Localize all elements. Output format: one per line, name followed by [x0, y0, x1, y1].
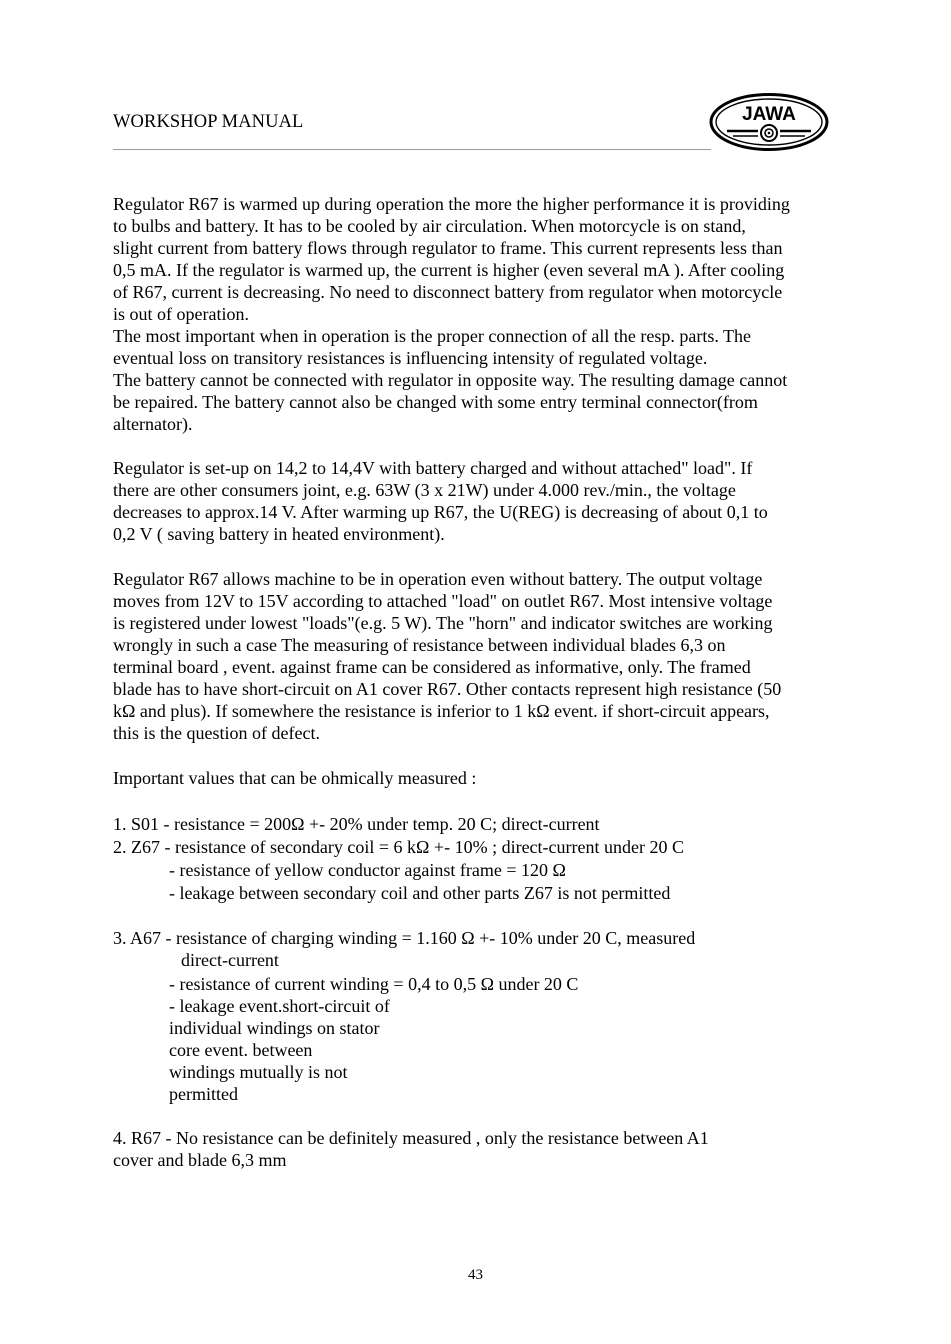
- paragraph-line: alternator).: [113, 414, 193, 434]
- paragraph-line: is registered under lowest "loads"(e.g. 5 W). The "horn" and indicator switches are working: [113, 613, 773, 633]
- measurement-line: 2. Z67 - resistance of secondary coil = 6 kΩ +- 10% ; direct-current under 20 C: [113, 837, 684, 857]
- paragraph-line: slight current from battery flows through regulator to frame. This current represents less than: [113, 238, 783, 258]
- measurement-line: - resistance of yellow conductor against frame = 120 Ω: [169, 860, 566, 880]
- page-number: 43: [468, 1267, 483, 1283]
- logo-text: JAWA: [742, 104, 796, 125]
- paragraph-line: The most important when in operation is the proper connection of all the resp. parts. The: [113, 326, 751, 346]
- paragraph-line: Regulator is set-up on 14,2 to 14,4V with battery charged and without attached" load". If: [113, 458, 753, 478]
- measurement-line: core event. between: [169, 1040, 313, 1060]
- paragraph-line: wrongly in such a case The measuring of resistance between individual blades 6,3 on: [113, 635, 726, 655]
- paragraph-line: decreases to approx.14 V. After warming up R67, the U(REG) is decreasing of about 0,1 to: [113, 502, 768, 522]
- header-title: WORKSHOP MANUAL: [113, 112, 304, 132]
- measurement-line: individual windings on stator: [169, 1018, 380, 1038]
- paragraph-line: 0,2 V ( saving battery in heated environment).: [113, 524, 445, 544]
- paragraph-line: Regulator R67 is warmed up during operation the more the higher performance it is providing: [113, 194, 790, 214]
- paragraph-line: of R67, current is decreasing. No need to disconnect battery from regulator when motorcycle: [113, 282, 783, 302]
- jawa-logo: [709, 92, 829, 152]
- measurement-line: windings mutually is not: [169, 1062, 348, 1082]
- paragraph-line: The battery cannot be connected with regulator in opposite way. The resulting damage cannot: [113, 370, 788, 390]
- paragraph-line: 0,5 mA. If the regulator is warmed up, the current is higher (even several mA ). After cooling: [113, 260, 785, 280]
- paragraph-line: to bulbs and battery. It has to be cooled by air circulation. When motorcycle is on stand,: [113, 216, 746, 236]
- measurement-line: - resistance of current winding = 0,4 to 0,5 Ω under 20 C: [169, 974, 579, 994]
- measurement-line: 4. R67 - No resistance can be definitely measured , only the resistance between A1: [113, 1128, 709, 1148]
- header-rule: [113, 149, 711, 150]
- paragraph-line: be repaired. The battery cannot also be changed with some entry terminal connector(from: [113, 392, 758, 412]
- paragraph-line: kΩ and plus). If somewhere the resistance is inferior to 1 kΩ event. if short-circuit appears,: [113, 701, 770, 721]
- measurement-line: - leakage event.short-circuit of: [169, 996, 390, 1016]
- measurement-line: cover and blade 6,3 mm: [113, 1150, 287, 1170]
- paragraph-line: moves from 12V to 15V according to attached "load" on outlet R67. Most intensive voltage: [113, 591, 773, 611]
- paragraph-line: Regulator R67 allows machine to be in operation even without battery. The output voltage: [113, 569, 763, 589]
- measurement-line: - leakage between secondary coil and other parts Z67 is not permitted: [169, 883, 671, 903]
- measurement-line: direct-current: [181, 950, 279, 970]
- paragraph-line: eventual loss on transitory resistances is influencing intensity of regulated voltage.: [113, 348, 708, 368]
- paragraph-line: is out of operation.: [113, 304, 249, 324]
- paragraph-line: there are other consumers joint, e.g. 63W (3 x 21W) under 4.000 rev./min., the voltage: [113, 480, 736, 500]
- section-heading: Important values that can be ohmically measured :: [113, 768, 477, 788]
- measurement-line: 1. S01 - resistance = 200Ω +- 20% under temp. 20 C; direct-current: [113, 814, 600, 834]
- paragraph-line: this is the question of defect.: [113, 723, 320, 743]
- measurement-line: permitted: [169, 1084, 238, 1104]
- measurement-line: 3. A67 - resistance of charging winding = 1.160 Ω +- 10% under 20 C, measured: [113, 928, 696, 948]
- paragraph-line: blade has to have short-circuit on A1 cover R67. Other contacts represent high resistance (50: [113, 679, 782, 699]
- paragraph-line: terminal board , event. against frame can be considered as informative, only. The framed: [113, 657, 751, 677]
